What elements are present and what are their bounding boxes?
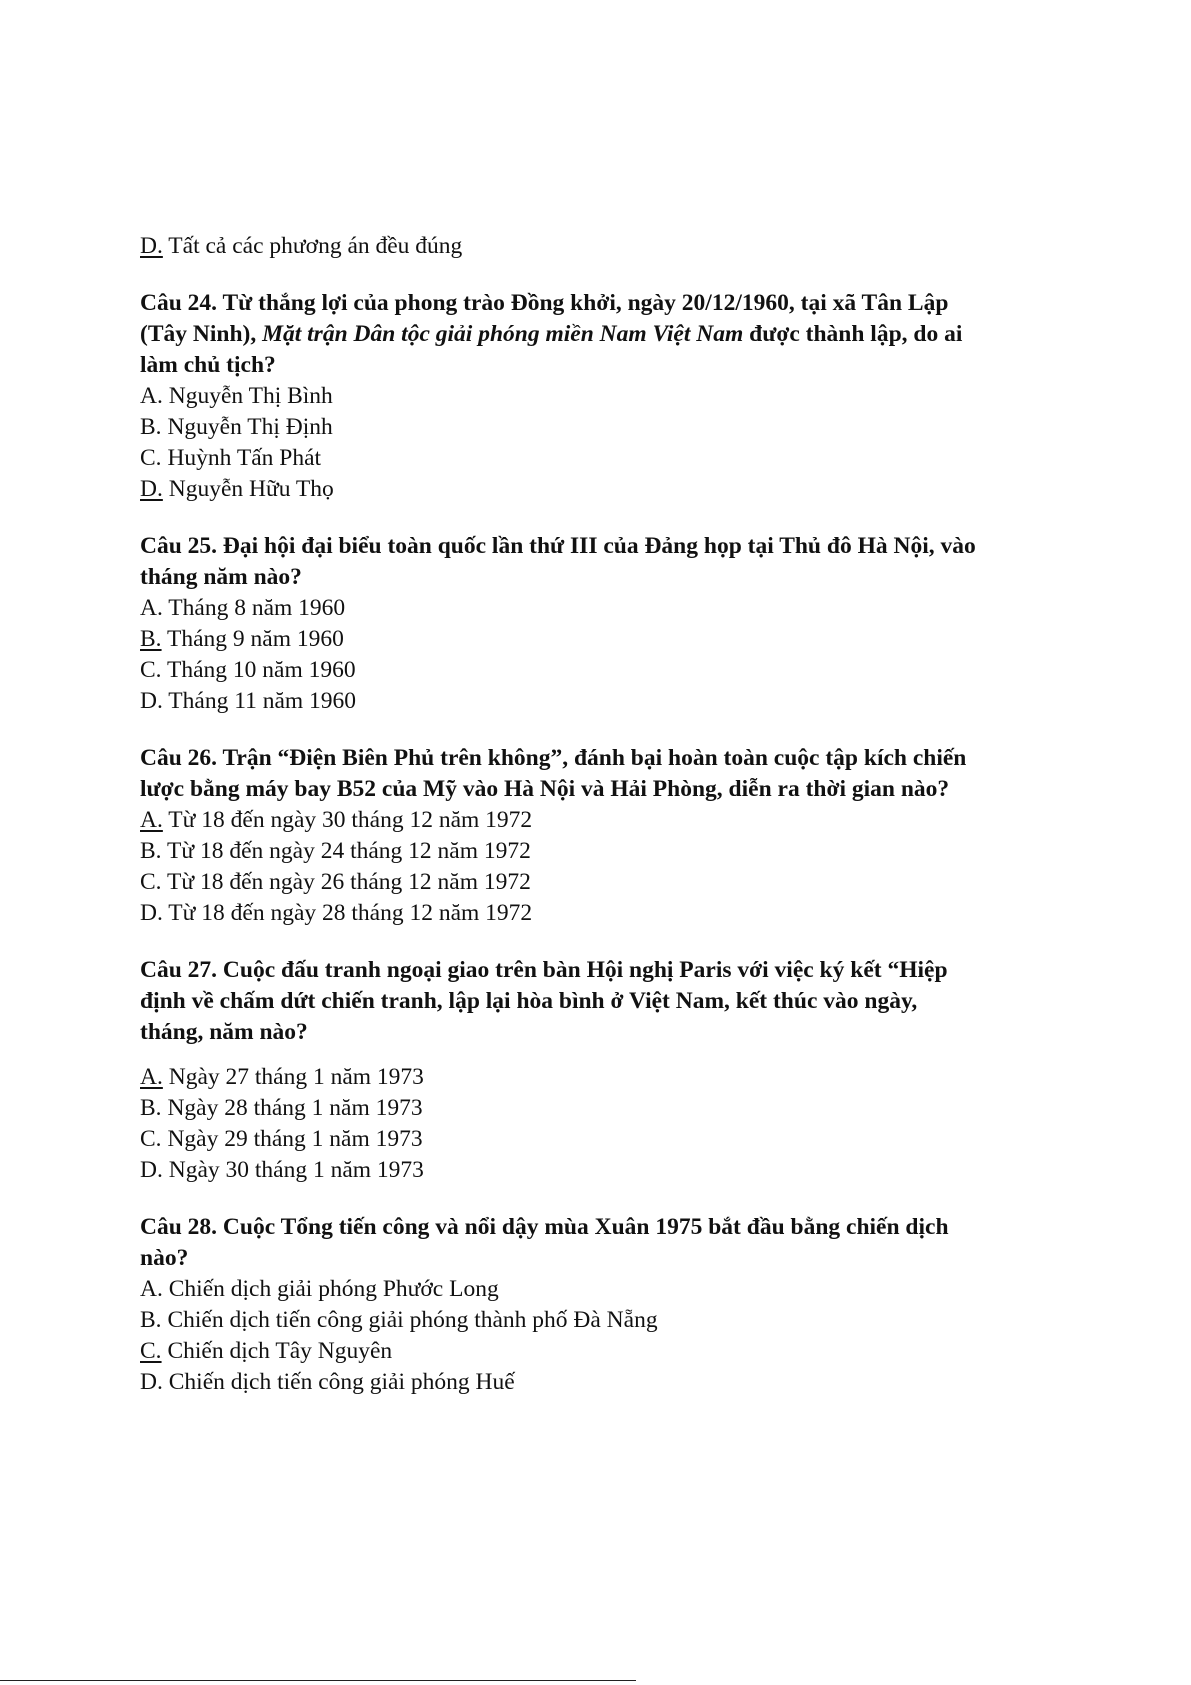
- option-text: Tháng 9 năm 1960: [161, 626, 344, 652]
- option-letter: B.: [140, 414, 162, 440]
- option-text: Từ 18 đến ngày 30 tháng 12 năm 1972: [162, 807, 533, 833]
- question-26-line-2: lược bằng máy bay B52 của Mỹ vào Hà Nội và Hải Phòng, diễn ra thời gian nào?: [140, 776, 950, 802]
- option-letter: C.: [140, 657, 162, 683]
- option-letter-correct: B.: [140, 626, 162, 652]
- option-letter: C.: [140, 445, 162, 471]
- option-text: Ngày 30 tháng 1 năm 1973: [162, 1157, 424, 1183]
- question-24-line-2-suffix: được thành lập, do ai: [743, 321, 963, 347]
- option-text: Tháng 8 năm 1960: [162, 595, 346, 621]
- question-28-line-1: Câu 28. Cuộc Tổng tiến công và nổi dậy mùa Xuân 1975 bắt đầu bằng chiến dịch: [140, 1214, 949, 1240]
- option-text: Từ 18 đến ngày 28 tháng 12 năm 1972: [162, 900, 533, 926]
- question-24: [140, 288, 1070, 505]
- option-text: Từ 18 đến ngày 26 tháng 12 năm 1972: [161, 869, 531, 895]
- question-25-line-2: tháng năm nào?: [140, 564, 302, 590]
- option-text: Tháng 10 năm 1960: [161, 657, 356, 683]
- question-24-option-a: [140, 381, 1070, 412]
- option-text: Chiến dịch tiến công giải phóng thành phố Đà Nẵng: [161, 1307, 658, 1333]
- question-26-line-1: Câu 26. Trận “Điện Biên Phủ trên không”, đánh bại hoàn toàn cuộc tập kích chiến: [140, 745, 967, 771]
- option-text: Nguyễn Thị Định: [161, 414, 333, 440]
- question-27-options: [140, 1062, 1070, 1186]
- option-text: Chiến dịch Tây Nguyên: [161, 1338, 393, 1364]
- question-28: [140, 1212, 1070, 1398]
- option-text: Huỳnh Tấn Phát: [161, 445, 322, 471]
- question-27-line-3: tháng, năm nào?: [140, 1019, 308, 1045]
- option-letter: C.: [140, 1126, 162, 1152]
- question-24-line-3: làm chủ tịch?: [140, 352, 276, 378]
- question-25: [140, 531, 1070, 717]
- question-27-stem: [140, 955, 1070, 1048]
- option-text: Từ 18 đến ngày 24 tháng 12 năm 1972: [161, 838, 531, 864]
- question-28-option-b: [140, 1305, 1070, 1336]
- question-24-line-2-prefix: (Tây Ninh),: [140, 321, 263, 347]
- question-27-option-a: [140, 1062, 1070, 1093]
- option-text: Chiến dịch giải phóng Phước Long: [162, 1276, 499, 1302]
- option-letter: D.: [140, 1369, 163, 1395]
- question-26-option-b: [140, 836, 1070, 867]
- footer-divider: [0, 1680, 636, 1681]
- question-26-option-d: [140, 898, 1070, 929]
- question-25-stem: [140, 531, 1070, 593]
- option-letter-correct: A.: [140, 1064, 163, 1090]
- question-26-stem: [140, 743, 1070, 805]
- question-25-option-b: [140, 624, 1070, 655]
- question-24-option-d: [140, 474, 1070, 505]
- question-26-option-c: [140, 867, 1070, 898]
- option-letter: B.: [140, 1095, 162, 1121]
- option-letter: A.: [140, 383, 163, 409]
- option-text: Tháng 11 năm 1960: [162, 688, 357, 714]
- question-28-option-c: [140, 1336, 1070, 1367]
- question-25-option-a: [140, 593, 1070, 624]
- question-24-option-b: [140, 412, 1070, 443]
- question-24-line-1: Câu 24. Từ thắng lợi của phong trào Đồng khởi, ngày 20/12/1960, tại xã Tân Lập: [140, 290, 949, 316]
- option-text: Nguyễn Hữu Thọ: [162, 476, 334, 502]
- option-letter-correct: A.: [140, 807, 163, 833]
- option-text: Ngày 27 tháng 1 năm 1973: [162, 1064, 424, 1090]
- option-text: Ngày 29 tháng 1 năm 1973: [161, 1126, 423, 1152]
- option-letter: D.: [140, 900, 163, 926]
- option-letter: A.: [140, 595, 163, 621]
- question-28-stem: [140, 1212, 1070, 1274]
- option-letter-correct: D.: [140, 476, 163, 502]
- question-24-italic-org: Mặt trận Dân tộc giải phóng miền Nam Việt Nam: [262, 321, 744, 347]
- question-24-option-c: [140, 443, 1070, 474]
- question-27-option-d: [140, 1155, 1070, 1186]
- option-text: Tất cả các phương án đều đúng: [162, 233, 463, 259]
- question-26-option-a: [140, 805, 1070, 836]
- question-25-option-c: [140, 655, 1070, 686]
- option-letter: C.: [140, 869, 162, 895]
- question-24-stem: [140, 288, 1070, 381]
- option-letter: B.: [140, 838, 162, 864]
- option-letter: D.: [140, 1157, 163, 1183]
- question-28-line-2: nào?: [140, 1245, 189, 1271]
- prev-question-option: [140, 231, 1070, 262]
- question-26: [140, 743, 1070, 929]
- question-28-option-d: [140, 1367, 1070, 1398]
- option-text: Ngày 28 tháng 1 năm 1973: [161, 1095, 423, 1121]
- question-25-line-1: Câu 25. Đại hội đại biểu toàn quốc lần thứ III của Đảng họp tại Thủ đô Hà Nội, vào: [140, 533, 976, 559]
- question-27-line-1: Câu 27. Cuộc đấu tranh ngoại giao trên bàn Hội nghị Paris với việc ký kết “Hiệp: [140, 957, 948, 983]
- question-27: [140, 955, 1070, 1186]
- option-text: Chiến dịch tiến công giải phóng Huế: [162, 1369, 515, 1395]
- question-27-line-2: định về chấm dứt chiến tranh, lập lại hòa bình ở Việt Nam, kết thúc vào ngày,: [140, 988, 918, 1014]
- question-25-option-d: [140, 686, 1070, 717]
- option-letter: B.: [140, 1307, 162, 1333]
- question-27-option-b: [140, 1093, 1070, 1124]
- document-page: [140, 231, 1070, 1398]
- question-24-line-2: [140, 319, 1070, 350]
- option-letter-correct: C.: [140, 1338, 162, 1364]
- option-letter: A.: [140, 1276, 163, 1302]
- option-letter: D.: [140, 688, 163, 714]
- question-27-option-c: [140, 1124, 1070, 1155]
- option-letter: D.: [140, 233, 163, 259]
- option-text: Nguyễn Thị Bình: [162, 383, 333, 409]
- question-28-option-a: [140, 1274, 1070, 1305]
